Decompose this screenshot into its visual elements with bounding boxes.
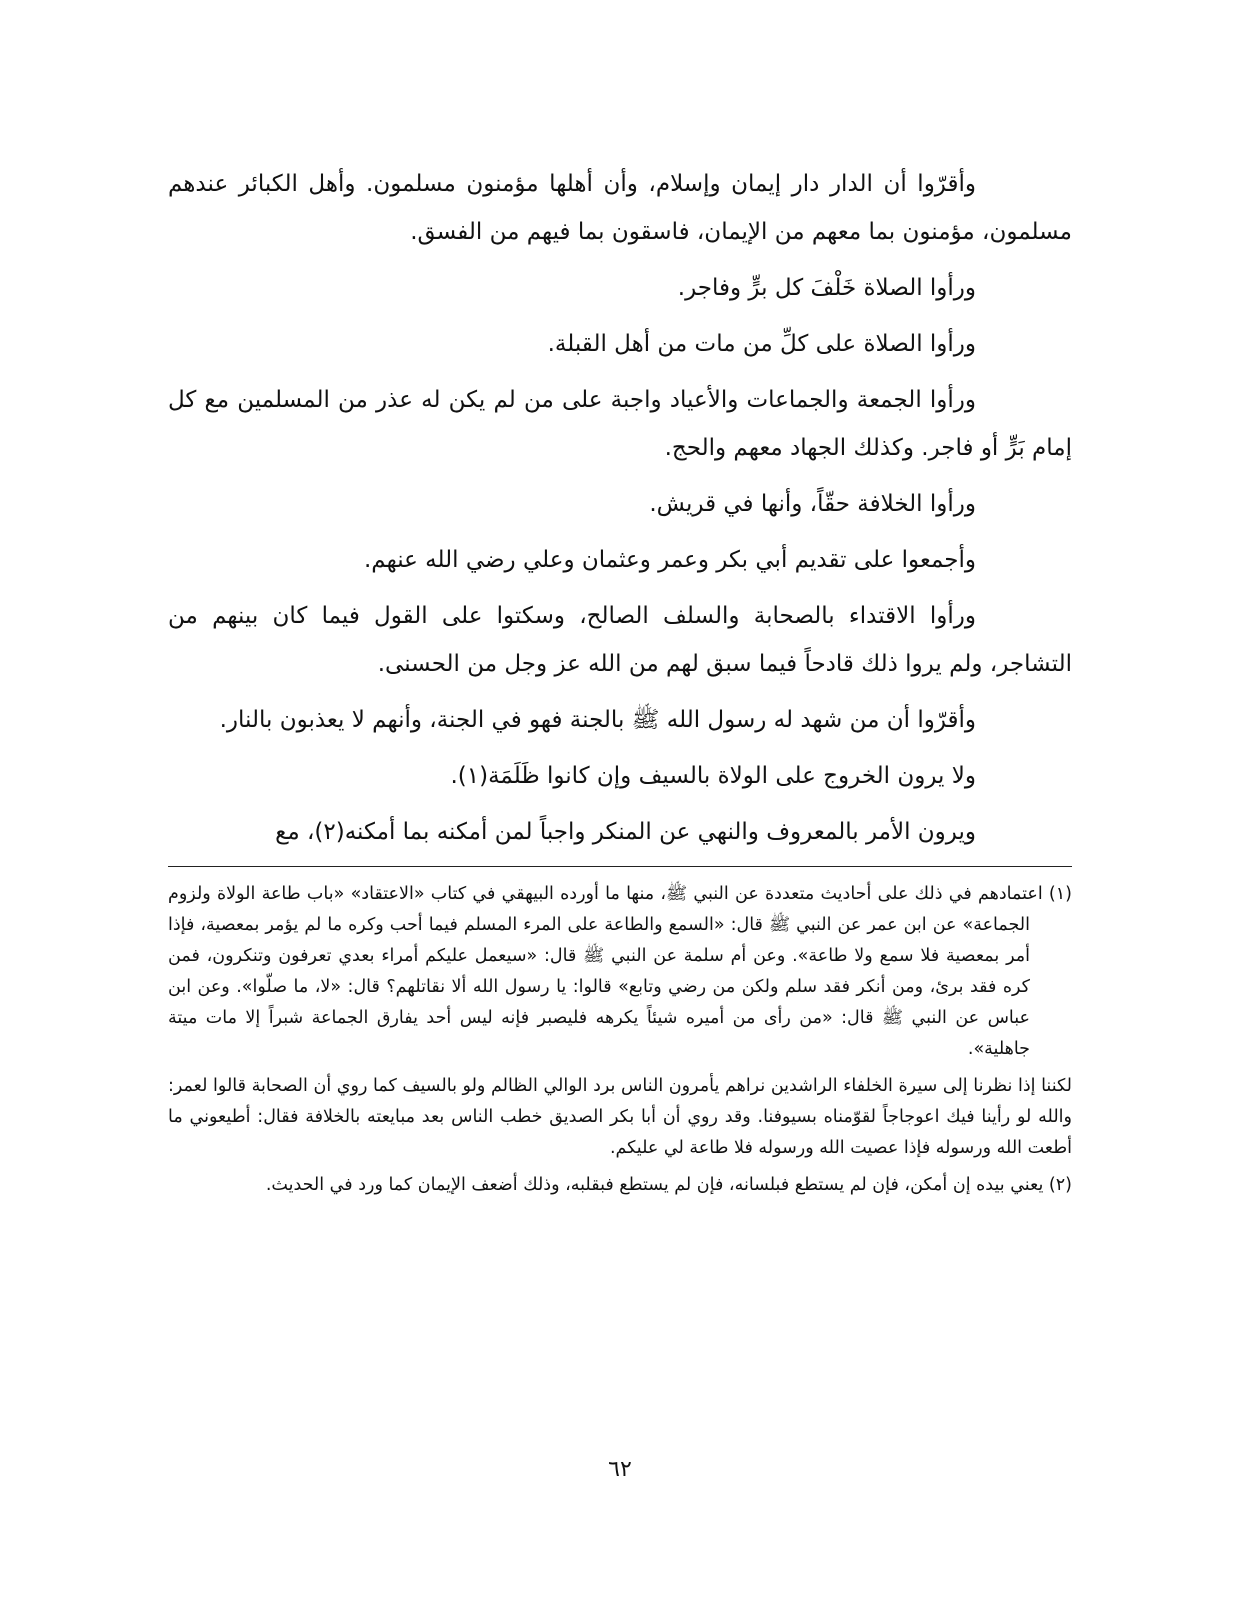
footnote-divider [168, 866, 1072, 867]
main-paragraph: ورأوا الخلافة حقّاً، وأنها في قريش. [649, 491, 976, 517]
main-text [168, 160, 1072, 856]
main-paragraph: ورأوا الاقتداء بالصحابة والسلف الصالح، وسكتوا على القول فيما كان بينهم من التشاجر، ولم يروا ذلك قادحاً فيما سبق لهم من الله عز وجل من الحسنى. [168, 603, 1072, 677]
footnote-1-continuation: لكننا إذا نظرنا إلى سيرة الخلفاء الراشدين نراهم يأمرون الناس برد الوالي الظالم ولو بالسيف كما روي أن الصحابة قالوا لعمر: والله لو رأينا فيك اعوجاجاً لقوّمناه بسيوفنا. وقد روي أن أبا بكر الصديق خطب الناس بعد مبايعته بالخلافة فقال: أطيعوني ما أطعت الله ورسوله فإذا عصيت الله ورسوله فلا طاعة لي عليكم. [168, 1076, 1072, 1158]
main-paragraph: وأجمعوا على تقديم أبي بكر وعمر وعثمان وعلي رضي الله عنهم. [363, 547, 976, 573]
main-paragraph: وأقرّوا أن من شهد له رسول الله ﷺ بالجنة فهو في الجنة، وأنهم لا يعذبون بالنار. [219, 707, 976, 733]
footnote-2: (٢) يعني بيده إن أمكن، فإن لم يستطع فبلسانه، فإن لم يستطع فبقلبه، وذلك أضعف الإيمان كما ورد في الحديث. [265, 1175, 1072, 1195]
main-paragraph: ويرون الأمر بالمعروف والنهي عن المنكر واجباً لمن أمكنه بما أمكنه(٢)، مع [275, 819, 976, 845]
main-paragraph: ولا يرون الخروج على الولاة بالسيف وإن كانوا ظَلَمَة(١). [450, 763, 976, 789]
main-paragraph: ورأوا الجمعة والجماعات والأعياد واجبة على من لم يكن له عذر من المسلمين مع كل إمام بَرٍّ أو فاجر. وكذلك الجهاد معهم والحج. [168, 387, 1072, 461]
main-paragraph: ورأوا الصلاة خَلْفَ كل برٍّ وفاجر. [677, 275, 976, 301]
main-paragraph: ورأوا الصلاة على كلِّ من مات من أهل القبلة. [547, 331, 976, 357]
footnotes [168, 879, 1072, 1201]
footnote-1: (١) اعتمادهم في ذلك على أحاديث متعددة عن النبي ﷺ، منها ما أورده البيهقي في كتاب «الاعتقاد» «باب طاعة الولاة ولزوم الجماعة» عن ابن عمر عن النبي ﷺ قال: «السمع والطاعة على المرء المسلم فيما أحب وكره ما لم يؤمر بمعصية، فإذا أمر بمعصية فلا سمع ولا طاعة». وعن أم سلمة عن النبي ﷺ قال: «سيعمل عليكم أمراء بعدي تعرفون وتنكرون، فمن كره فقد برئ، ومن أنكر فقد سلم ولكن من رضي وتابع» قالوا: يا رسول الله ألا نقاتلهم؟ قال: «لا، ما صلّوا». وعن ابن عباس عن النبي ﷺ قال: «من رأى من أميره شيئاً يكرهه فليصبر فإنه ليس أحد يفارق الجماعة شبراً إلا مات ميتة جاهلية». [168, 884, 1072, 1059]
page-content [168, 160, 1072, 1205]
main-paragraph: وأقرّوا أن الدار دار إيمان وإسلام، وأن أهلها مؤمنون مسلمون. وأهل الكبائر عندهم مسلمون، مؤمنون بما معهم من الإيمان، فاسقون بما فيهم من الفسق. [168, 171, 1072, 245]
page-number: ٦٢ [608, 1457, 632, 1482]
